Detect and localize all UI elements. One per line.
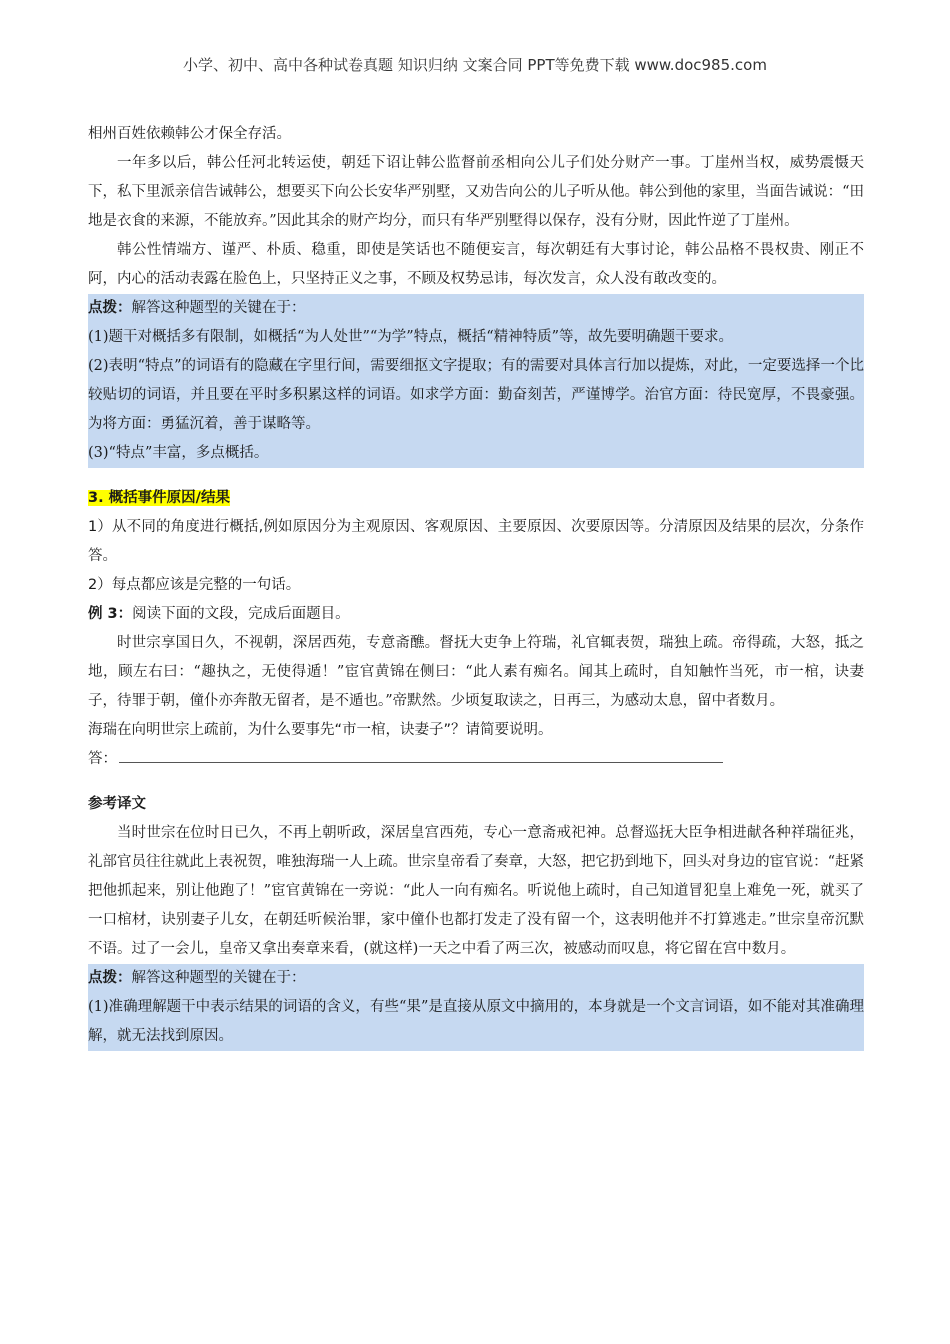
answer-row bbox=[88, 745, 864, 774]
tip-block-2 bbox=[88, 964, 864, 1051]
translation-paragraph-1: 相州百姓依赖韩公才保全存活。 bbox=[88, 126, 291, 142]
tip-intro: 解答这种题型的关键在于： bbox=[131, 970, 306, 986]
example-label: 例 3： bbox=[88, 606, 133, 622]
tip-heading bbox=[88, 964, 864, 993]
reference-title: 参考译文 bbox=[88, 796, 146, 812]
answer-label: 答： bbox=[88, 751, 117, 767]
tip-item: (1)题干对概括多有限制，如概括“为人处世”“为学”特点，概括“精神特质”等，故先要明确题干要求。 bbox=[88, 329, 734, 345]
translation-paragraph-2: 一年多以后，韩公任河北转运使，朝廷下诏让韩公监督前丞相向公儿子们处分财产一事。丁崖州当权，威势震慑天下，私下里派亲信告诫韩公，想要买下向公长安华严别墅，又劝告向公的儿子听从他。韩公到他的家里，当面告诫说：“田地是衣食的来源，不能放弃。”因此其余的财产均分，而只有华严别墅得以保存，没有分财，因此忤逆了丁崖州。 bbox=[88, 155, 864, 229]
question-text: 海瑞在向明世宗上疏前，为什么要事先“市一棺，诀妻子”？请简要说明。 bbox=[88, 722, 553, 738]
section-3-heading bbox=[88, 484, 864, 513]
document-body bbox=[88, 120, 864, 1051]
tip-item: (3)“特点”丰富，多点概括。 bbox=[88, 445, 269, 461]
tip-block-1 bbox=[88, 294, 864, 468]
tip-item: (1)准确理解题干中表示结果的词语的含义，有些“果”是直接从原文中摘用的，本身就是一个文言词语，如不能对其准确理解，就无法找到原因。 bbox=[88, 999, 864, 1044]
page-header: 小学、初中、高中各种试卷真题 知识归纳 文案合同 PPT等免费下载 www.doc985.com bbox=[183, 56, 767, 74]
tip-heading bbox=[88, 294, 864, 323]
translation-paragraph-3: 韩公性情端方、谨严、朴质、稳重，即使是笑话也不随便妄言，每次朝廷有大事讨论，韩公品格不畏权贵、刚正不阿，内心的活动表露在脸色上，只坚持正义之事，不顾及权势忌讳，每次发言，众人没有敢改变的。 bbox=[88, 242, 864, 287]
tip-item: (2)表明“特点”的词语有的隐藏在字里行间，需要细抠文字提取；有的需要对具体言行加以提炼，对此，一定要选择一个比较贴切的词语，并且要在平时多积累这样的词语。如求学方面：勤奋刻苦，严谨博学。治官方面：待民宽厚，不畏豪强。为将方面：勇猛沉着，善于谋略等。 bbox=[88, 358, 864, 432]
section-3-point-1: 1）从不同的角度进行概括,例如原因分为主观原因、客观原因、主要原因、次要原因等。分清原因及结果的层次，分条作答。 bbox=[88, 519, 864, 564]
classical-passage: 时世宗享国日久，不视朝，深居西苑，专意斋醮。督抚大吏争上符瑞，礼官辄表贺，瑞独上疏。帝得疏，大怒，抵之地，顾左右曰：“趣执之，无使得遁！”宦官黄锦在侧曰：“此人素有痴名。闻其上疏时，自知触忤当死，市一棺，诀妻子，待罪于朝，僮仆亦奔散无留者，是不遁也。”帝默然。少顷复取读之，日再三，为感动太息，留中者数月。 bbox=[88, 635, 864, 709]
reference-heading bbox=[88, 790, 864, 819]
tip-label: 点拨： bbox=[88, 970, 132, 986]
answer-blank-line[interactable] bbox=[119, 748, 723, 763]
section-3-point-2: 2）每点都应该是完整的一句话。 bbox=[88, 577, 301, 593]
tip-label: 点拨： bbox=[88, 300, 132, 316]
section-3-title: 3. 概括事件原因/结果 bbox=[88, 490, 230, 506]
example-text: 阅读下面的文段，完成后面题目。 bbox=[132, 606, 350, 622]
tip-intro: 解答这种题型的关键在于： bbox=[131, 300, 306, 316]
reference-translation: 当时世宗在位时日已久，不再上朝听政，深居皇宫西苑，专心一意斋戒祀神。总督巡抚大臣争相进献各种祥瑞征兆，礼部官员往往就此上表祝贺，唯独海瑞一人上疏。世宗皇帝看了奏章，大怒，把它扔到地下，回头对身边的宦官说：“赶紧把他抓起来，别让他跑了！”宦官黄锦在一旁说：“此人一向有痴名。听说他上疏时，自己知道冒犯皇上难免一死，就买了一口棺材，诀别妻子儿女，在朝廷听候治罪，家中僮仆也都打发走了没有留一个，这表明他并不打算逃走。”世宗皇帝沉默不语。过了一会儿，皇帝又拿出奏章来看，(就这样)一天之中看了两三次，被感动而叹息，将它留在宫中数月。 bbox=[88, 825, 864, 957]
example-line bbox=[88, 600, 864, 629]
